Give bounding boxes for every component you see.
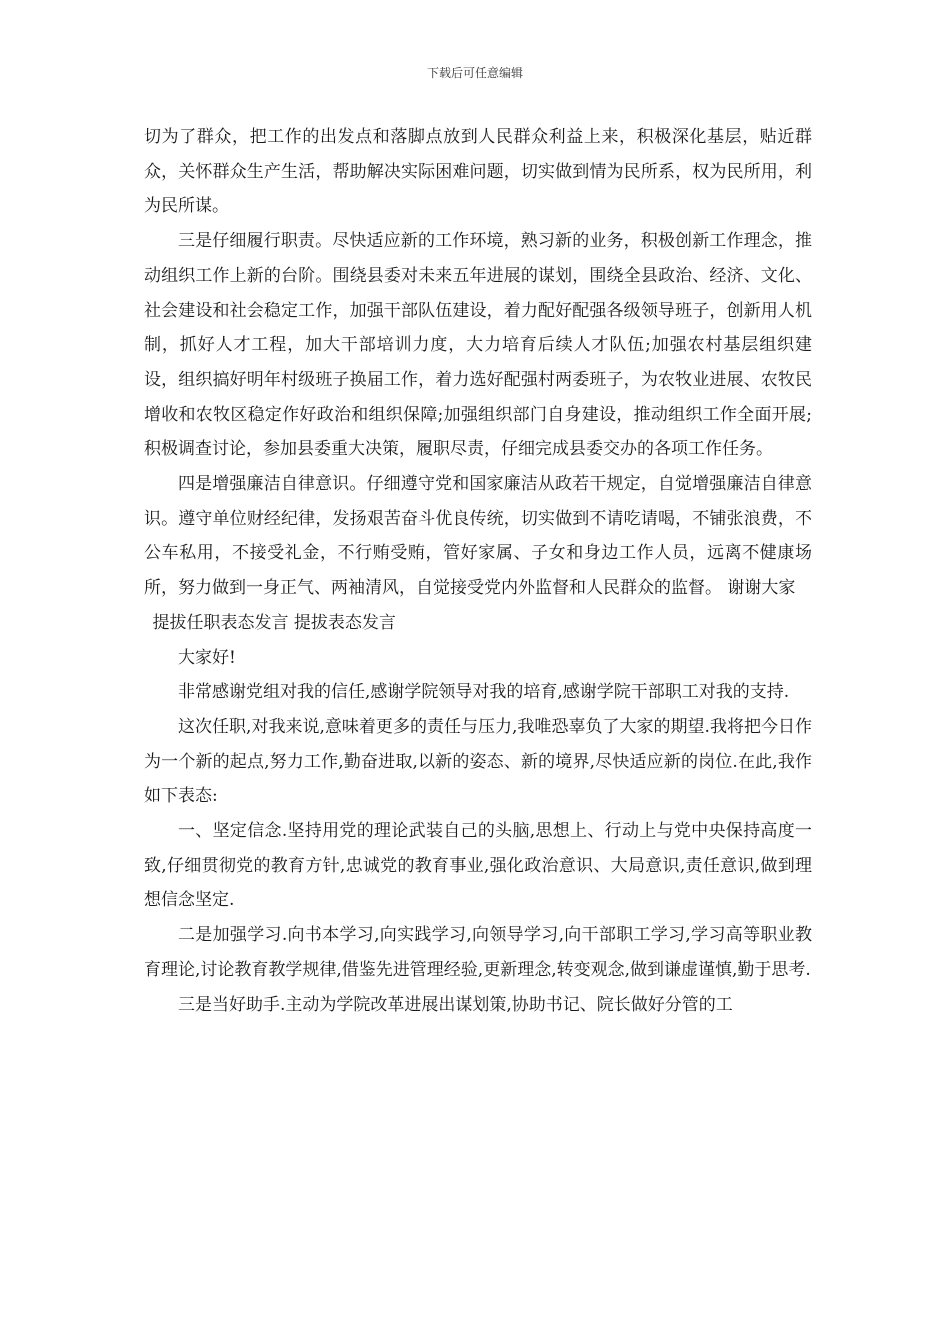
document-body bbox=[144, 120, 812, 1022]
paragraph: 一、坚定信念.坚持用党的理论武装自己的头脑,思想上、行动上与党中央保持高度一致,仔细贯彻党的教育方针,忠诚党的教育事业,强化政治意识、大局意识,责任意识,做到理想信念坚定. bbox=[144, 821, 812, 911]
paragraph: 二是加强学习.向书本学习,向实践学习,向领导学习,向干部职工学习,学习高等职业教育理论,讨论教育教学规律,借鉴先进管理经验,更新理念,转变观念,做到谦虚谨慎,勤于思考. bbox=[144, 925, 812, 980]
section-title: 提拔任职表态发言 提拔表态发言 bbox=[152, 612, 396, 633]
greeting: 大家好! bbox=[178, 647, 236, 668]
paragraph: 切为了群众，把工作的出发点和落脚点放到人民群众利益上来，积极深化基层，贴近群众，关怀群众生产生活，帮助解决实际困难问题，切实做到情为民所系，权为民所用，利为民所谋。 bbox=[144, 127, 812, 217]
paragraph: 四是增强廉洁自律意识。仔细遵守党和国家廉洁从政若干规定，自觉增强廉洁自律意识。遵守单位财经纪律，发扬艰苦奋斗优良传统，切实做到不请吃请喝，不铺张浪费，不公车私用，不接受礼金，不行贿受贿，管好家属、子女和身边工作人员，远离不健康场所，努力做到一身正气、两袖清风，自觉接受党内外监督和人民群众的监督。 谢谢大家 bbox=[144, 474, 812, 599]
paragraph: 这次任职,对我来说,意味着更多的责任与压力,我唯恐辜负了大家的期望.我将把今日作为一个新的起点,努力工作,勤奋进取,以新的姿态、新的境界,尽快适应新的岗位.在此,我作如下表态: bbox=[144, 716, 812, 807]
paragraph: 非常感谢党组对我的信任,感谢学院领导对我的培育,感谢学院干部职工对我的支持. bbox=[178, 682, 790, 703]
paragraph: 三是仔细履行职责。尽快适应新的工作环境，熟习新的业务，积极创新工作理念，推动组织工作上新的台阶。围绕县委对未来五年进展的谋划，围绕全县政治、经济、文化、社会建设和社会稳定工作，加强干部队伍建设，着力配好配强各级领导班子，创新用人机制，抓好人才工程，加大干部培训力度，大力培育后续人才队伍;加强农村基层组织建设，组织搞好明年村级班子换届工作，着力选好配强村两委班子，为农牧业进展、农牧民增收和农牧区稳定作好政治和组织保障;加强组织部门自身建设，推动组织工作全面开展;积极调查讨论，参加县委重大决策，履职尽责，仔细完成县委交办的各项工作任务。 bbox=[144, 231, 812, 460]
paragraph: 三是当好助手.主动为学院改革进展出谋划策,协助书记、院长做好分管的工 bbox=[178, 994, 733, 1015]
page-header: 下载后可任意编辑 bbox=[426, 66, 523, 80]
